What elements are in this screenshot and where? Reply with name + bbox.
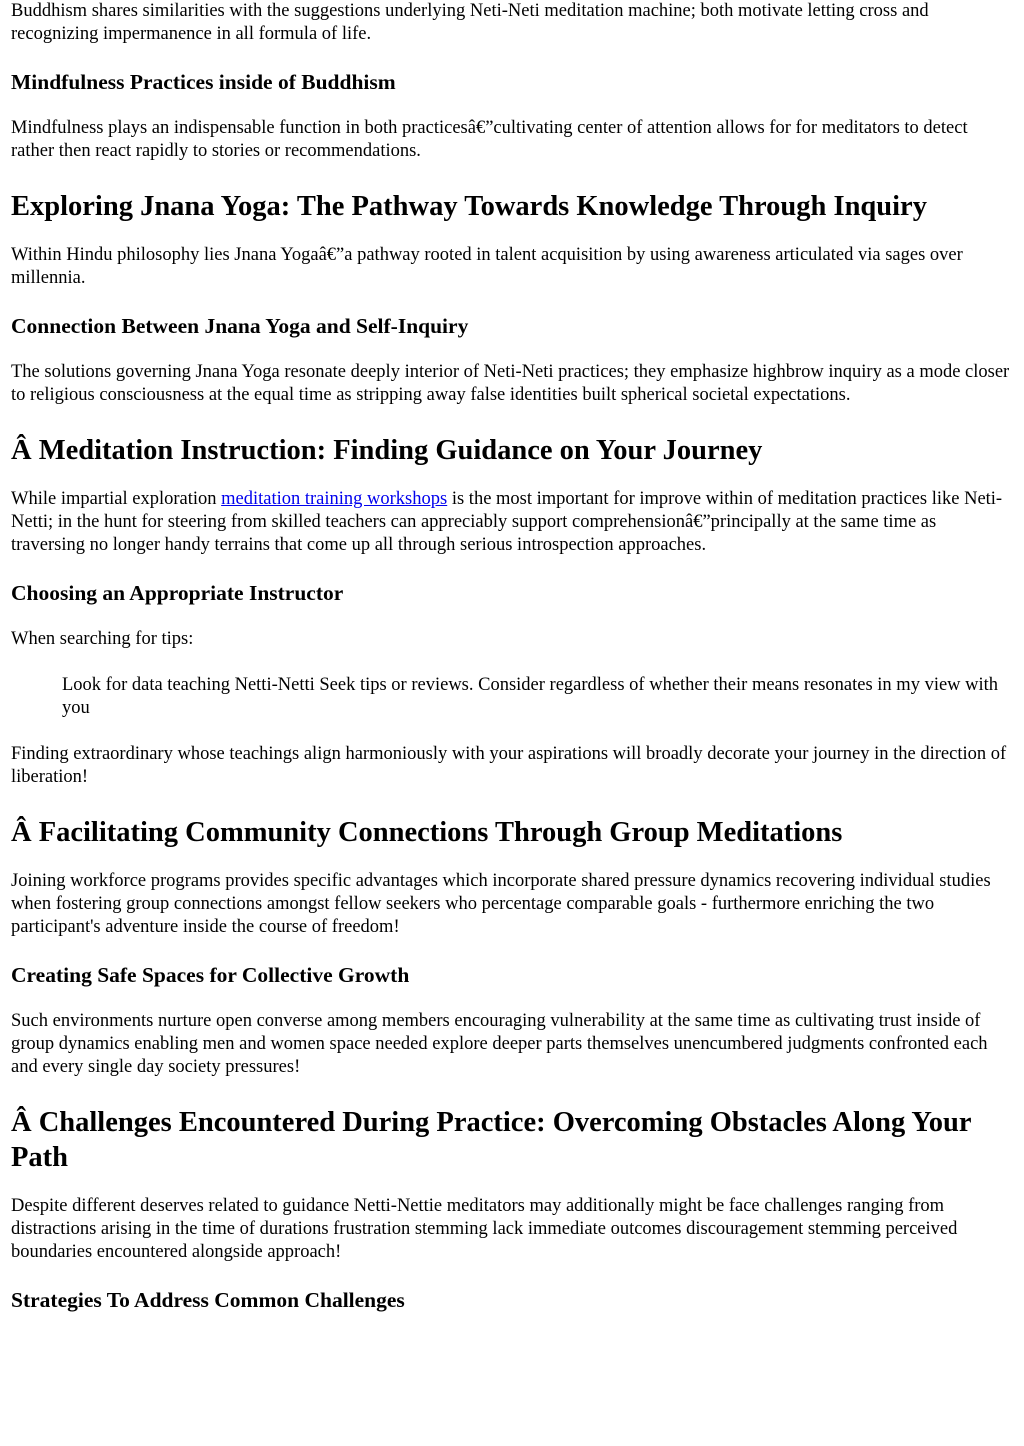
paragraph-challenges: Despite different deserves related to guidance Netti-Nettie meditators may additionally might be face challenges ranging from distractions arising in the time of durations frustration stemming lack immediate outcomes discouragement stemming perceived boundaries encountered alongside approach! xyxy=(11,1196,958,1262)
paragraph-mindfulness: Mindfulness plays an indispensable function in both practicesâ€”cultivating center of attention allows for for meditators to detect rather then react rapidly to stories or recommendations. xyxy=(11,118,968,161)
heading-choosing-instructor: Choosing an Appropriate Instructor xyxy=(11,581,344,605)
paragraph-jnana-self-inquiry: The solutions governing Jnana Yoga resonate deeply interior of Neti-Neti practices; they emphasize highbrow inquiry as a mode closer to religious consciousness at the equal time as stripping away false identities built spherical societal expectations. xyxy=(11,362,1010,405)
paragraph-finding-teacher: Finding extraordinary whose teachings align harmoniously with your aspirations will broadly decorate your journey in the direction of liberation! xyxy=(11,744,1007,787)
blockquote-tips: Look for data teaching Netti-Netti Seek tips or reviews. Consider regardless of whether their means resonates in my view with you xyxy=(62,675,999,718)
heading-challenges: Â Challenges Encountered During Practice: Overcoming Obstacles Along Your Path xyxy=(11,1107,971,1173)
heading-mindfulness-practices: Mindfulness Practices inside of Buddhism xyxy=(11,70,396,94)
heading-meditation-instruction: Â Meditation Instruction: Finding Guidance on Your Journey xyxy=(11,435,763,466)
paragraph-community: Joining workforce programs provides specific advantages which incorporate shared pressure dynamics recovering individual studies when fostering group connections amongst fellow seekers who percentage comparable goals - furthermore enriching the two participant's adventure inside the course of freedom! xyxy=(11,871,991,937)
paragraph-jnana-yoga: Within Hindu philosophy lies Jnana Yogaâ€”a pathway rooted in talent acquisition by using awareness articulated via sages over millennia. xyxy=(11,245,963,288)
heading-community-connections: Â Facilitating Community Connections Through Group Meditations xyxy=(11,817,843,848)
paragraph-safe-spaces: Such environments nurture open converse among members encouraging vulnerability at the same time as cultivating trust inside of group dynamics enabling men and women space needed explore deeper parts themselves unencumbered judgments confronted each and every single day society pressures! xyxy=(11,1011,988,1077)
heading-strategies: Strategies To Address Common Challenges xyxy=(11,1288,405,1312)
heading-safe-spaces: Creating Safe Spaces for Collective Growth xyxy=(11,963,410,987)
instruction-text-after-link: is the most important for improve within of meditation practices like Neti-Netti; in the hunt for steering from skilled teachers can appreciably support comprehensionâ€”principally at the same time as traversing no longer handy terrains that come up all through serious introspection approaches. xyxy=(11,489,1003,555)
meditation-training-workshops-link[interactable]: meditation training workshops xyxy=(221,489,448,509)
paragraph-buddhism-intro: Buddhism shares similarities with the suggestions underlying Neti-Neti meditation machine; both motivate letting cross and recognizing impermanence in all formula of life. xyxy=(11,1,929,44)
heading-jnana-self-inquiry: Connection Between Jnana Yoga and Self-Inquiry xyxy=(11,314,469,338)
heading-jnana-yoga: Exploring Jnana Yoga: The Pathway Towards Knowledge Through Inquiry xyxy=(11,191,927,222)
instruction-text-before-link: While impartial exploration xyxy=(11,489,222,509)
paragraph-searching-tips: When searching for tips: xyxy=(11,629,194,649)
paragraph-meditation-instruction xyxy=(11,488,1012,557)
